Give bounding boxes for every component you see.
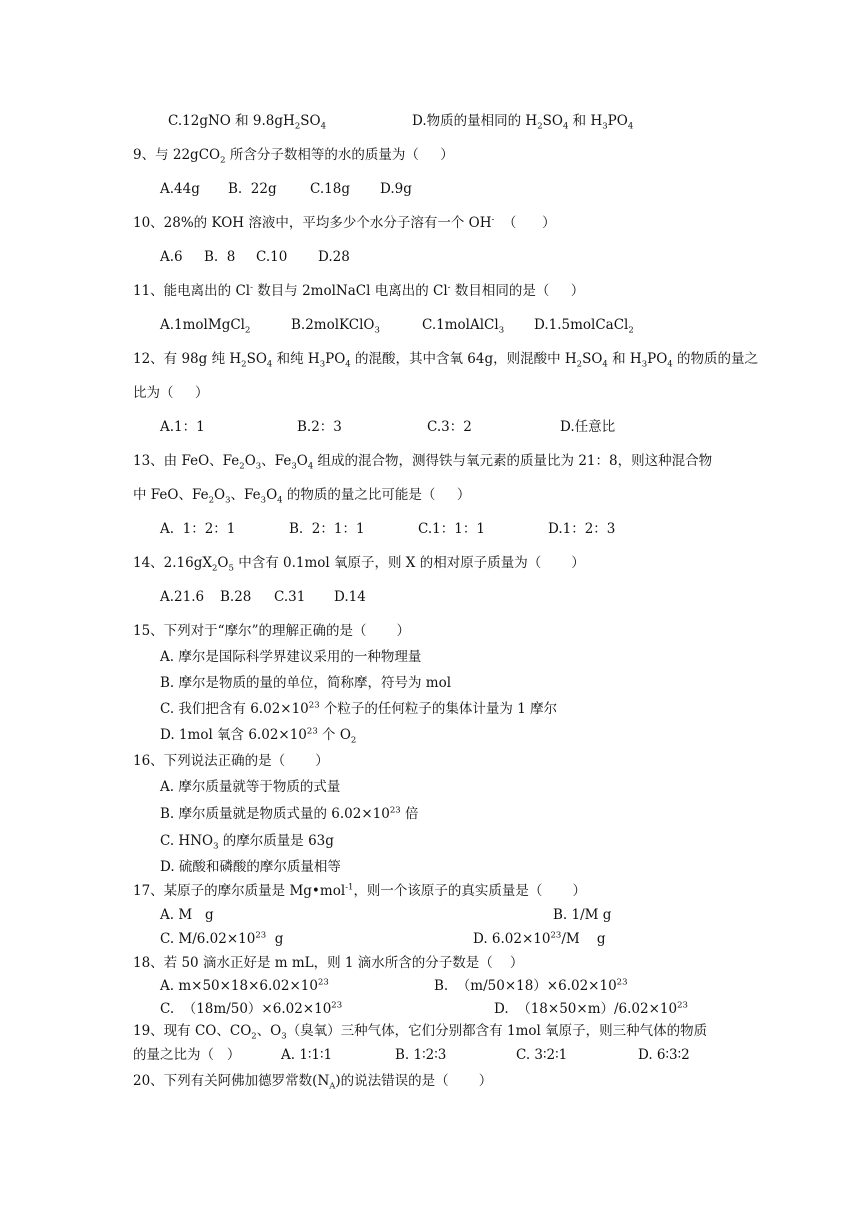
line-text: C. 我们把含有 $6.02\times 10^{23}$ 个粒子的任何粒子的集体计量为 1 摩尔 — [160, 700, 558, 717]
option-text: B. 1/M g — [553, 907, 612, 923]
option-text: A.21.6 — [160, 589, 205, 605]
option-text: D. 6∶3∶2 — [638, 1047, 690, 1063]
line-text: 13、由 FeO、$Fe_2O_3$、$Fe_3O_4$ 组成的混合物，测得铁与氧元素的质量比为 21：8，则这种混合物 — [133, 453, 713, 472]
line-text: 16、下列说法正确的是（ ） — [133, 753, 329, 769]
line-text: B. 摩尔是物质的量的单位，简称摩，符号为 mol — [160, 675, 452, 691]
option-text: D.任意比 — [560, 419, 616, 435]
option-text: A. 1∶1∶1 — [281, 1047, 333, 1063]
option-text: C.1：1：1 — [418, 521, 485, 537]
option-text: B. 2：1：1 — [289, 521, 365, 537]
option-text: 的量之比为（ ） — [133, 1047, 241, 1063]
option-text: B. 22g — [228, 181, 277, 197]
option-text: C.31 — [274, 589, 306, 605]
option-text: A.1molMgCl$_2$ — [160, 317, 251, 336]
option-text: B. 1∶2∶3 — [395, 1047, 447, 1063]
option-text: B.2molKClO$_3$ — [291, 317, 380, 336]
option-text: D.9g — [380, 181, 412, 197]
line-text: 18、若 50 滴水正好是 m mL，则 1 滴水所含的分子数是（ ） — [133, 955, 524, 971]
line-text: B. 摩尔质量就是物质式量的 $6.02\times 10^{23}$ 倍 — [160, 805, 419, 822]
option-text: D.1.5molCaCl$_2$ — [534, 317, 634, 336]
option-text: D.14 — [334, 589, 366, 605]
option-text: A.6 — [160, 249, 183, 265]
option-text: A.44g — [160, 181, 200, 197]
option-text: B. 8 — [204, 249, 236, 265]
option-text: C. $M/6.02\times 10^{23}$ g — [160, 930, 284, 947]
line-text: 9、与 22gCO$_2$ 所含分子数相等的水的质量为（ ） — [133, 147, 454, 166]
line-text: 11、能电离出的 Cl- 数目与 2molNaCl 电离出的 Cl- 数目相同的是（ ） — [133, 282, 585, 299]
line-text: 19、现有 CO、$CO_2$、$O_3$（臭氧）三种气体，它们分别都含有 1mol 氧原子，则三种气体的物质 — [133, 1023, 708, 1042]
line-text: C. $HNO_3$ 的摩尔质量是 63g — [160, 833, 334, 852]
option-text: D. $6.02\times 10^{23}/M$ g — [473, 930, 606, 947]
option-text: B. $(m/50\times 18)\times 6.02\times 10^{23}$ — [434, 977, 628, 994]
line-text: 14、$2.16gX_2O_5$ 中含有 0.1mol 氧原子，则 X 的相对原子质量为（ ） — [133, 555, 585, 574]
option-text: A. 1：2：1 — [160, 521, 236, 537]
option-text: C.3：2 — [427, 419, 472, 435]
option-text: D.物质的量相同的 $H_2SO_4$ 和 $H_3PO_4$ — [412, 113, 634, 132]
option-text: D.1：2：3 — [548, 521, 616, 537]
option-text: B.2：3 — [297, 419, 342, 435]
line-text: 17、某原子的摩尔质量是 Mg•mol$^{-1}$，则一个该原子的真实质量是（ ） — [133, 882, 586, 899]
line-text: D. 硫酸和磷酸的摩尔质量相等 — [160, 859, 341, 875]
option-text: C.12gNO 和 $9.8gH_2SO_4$ — [168, 113, 326, 132]
option-text: C. $(18m/50)\times 6.02\times 10^{23}$ — [160, 1000, 343, 1017]
line-text: 10、28%的 KOH 溶液中，平均多少个水分子溶有一个 OH- （ ） — [133, 214, 556, 231]
line-text: D. 1mol 氧含 $6.02\times 10^{23}$ 个 $O_2$ — [160, 726, 357, 746]
option-text: D. $(18\times 50\times m)/6.02\times 10^{23}$ — [494, 1000, 688, 1017]
option-text: A.1：1 — [160, 419, 205, 435]
option-text: B.28 — [220, 589, 252, 605]
line-text: 15、下列对于“摩尔”的理解正确的是（ ） — [133, 623, 411, 639]
option-text: C.18g — [310, 181, 350, 197]
option-text: A. $m\times 50\times 18\times 6.02\times 10^{23}$ — [160, 977, 329, 994]
line-text: 中 FeO、$Fe_2O_3$、$Fe_3O_4$ 的物质的量之比可能是（ ） — [133, 487, 471, 506]
option-text: C.10 — [256, 249, 288, 265]
option-text: D.28 — [318, 249, 350, 265]
line-text: A. 摩尔是国际科学界建议采用的一种物理量 — [160, 649, 422, 665]
option-text: C.1molAlCl$_3$ — [422, 317, 505, 336]
line-text: 比为（ ） — [133, 385, 209, 401]
line-text: 12、有 98g 纯 $H_2SO_4$ 和纯 $H_3PO_4$ 的混酸，其中含氧 64g，则混酸中 $H_2SO_4$ 和 $H_3PO_4$ 的物质的量之 — [133, 351, 758, 370]
option-text: A. M g — [160, 907, 214, 923]
option-text: C. 3∶2∶1 — [516, 1047, 568, 1063]
line-text: 20、下列有关阿佛加德罗常数$(N_A)$的说法错误的是（ ） — [133, 1073, 493, 1092]
line-text: A. 摩尔质量就等于物质的式量 — [160, 779, 341, 795]
